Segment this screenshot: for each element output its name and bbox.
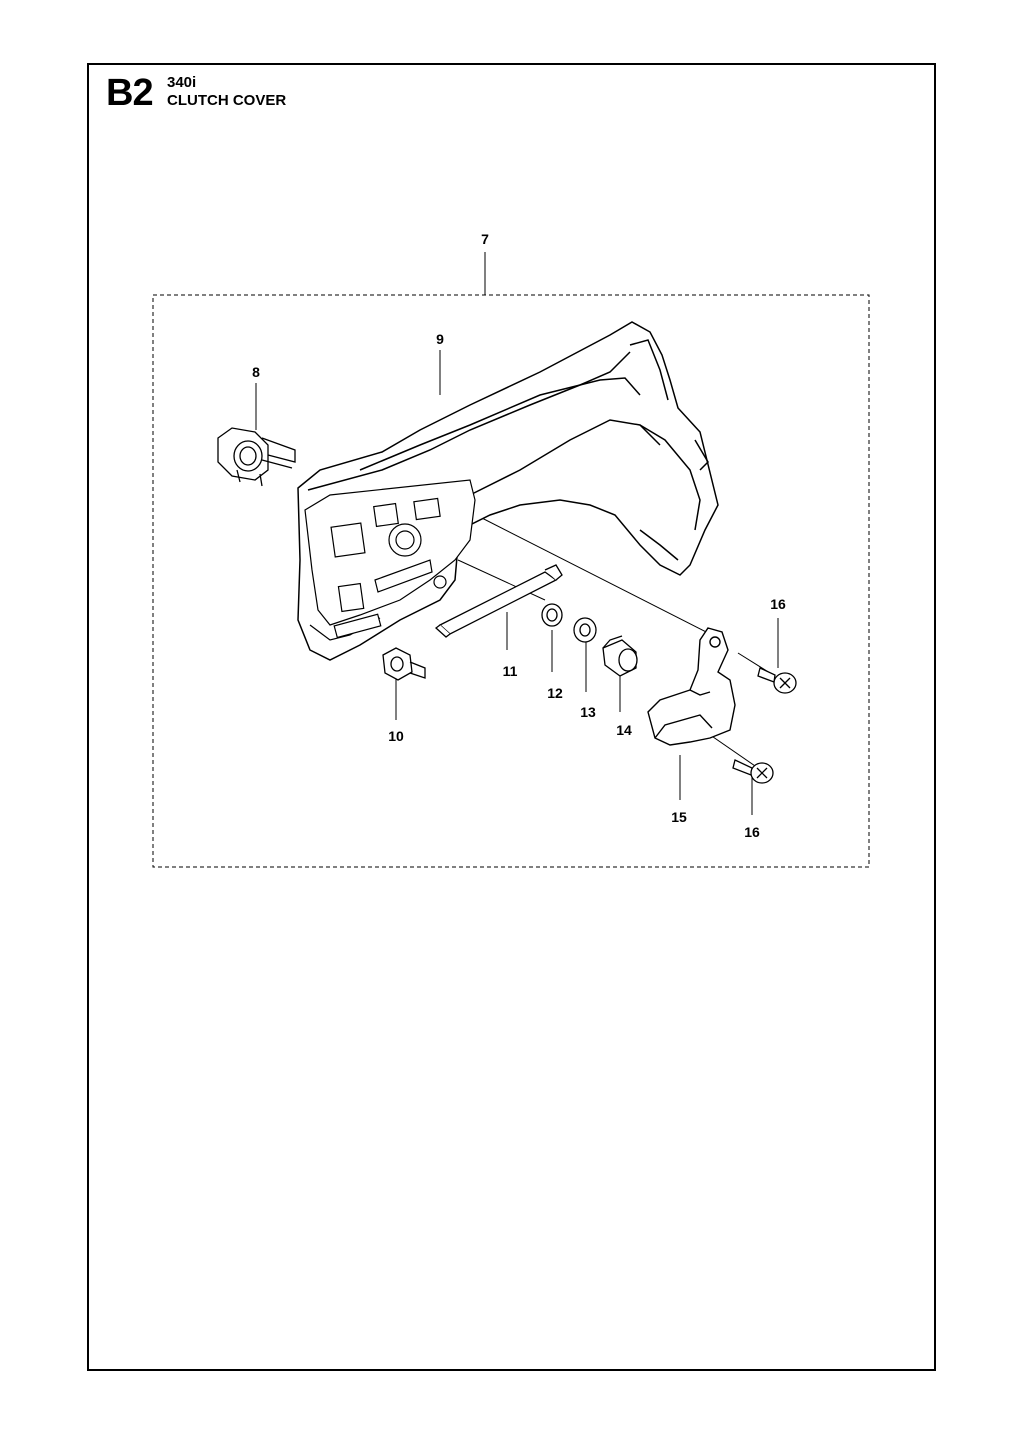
part-16-screw-lower	[733, 760, 773, 783]
callout-16-lower: 16	[744, 824, 760, 840]
part-13-washer	[574, 618, 596, 642]
callout-16-upper: 16	[770, 596, 786, 612]
callout-15: 15	[671, 809, 687, 825]
section-code: B2	[106, 72, 153, 114]
callout-13: 13	[580, 704, 596, 720]
callout-11: 11	[502, 663, 518, 679]
callout-9: 9	[436, 331, 444, 347]
callout-14: 14	[616, 722, 632, 738]
callout-10: 10	[388, 728, 404, 744]
diagram-title: CLUTCH COVER	[167, 92, 287, 109]
part-8-knob	[218, 428, 295, 486]
callout-12: 12	[547, 685, 563, 701]
part-15-guide-plate	[648, 628, 735, 745]
part-10-nut	[383, 648, 425, 680]
model-name: 340i	[167, 74, 197, 91]
part-14-nut	[603, 636, 637, 676]
callout-8: 8	[252, 364, 260, 380]
callout-7: 7	[481, 231, 489, 247]
part-12-washer	[542, 604, 562, 626]
part-16-screw-upper	[758, 668, 796, 693]
